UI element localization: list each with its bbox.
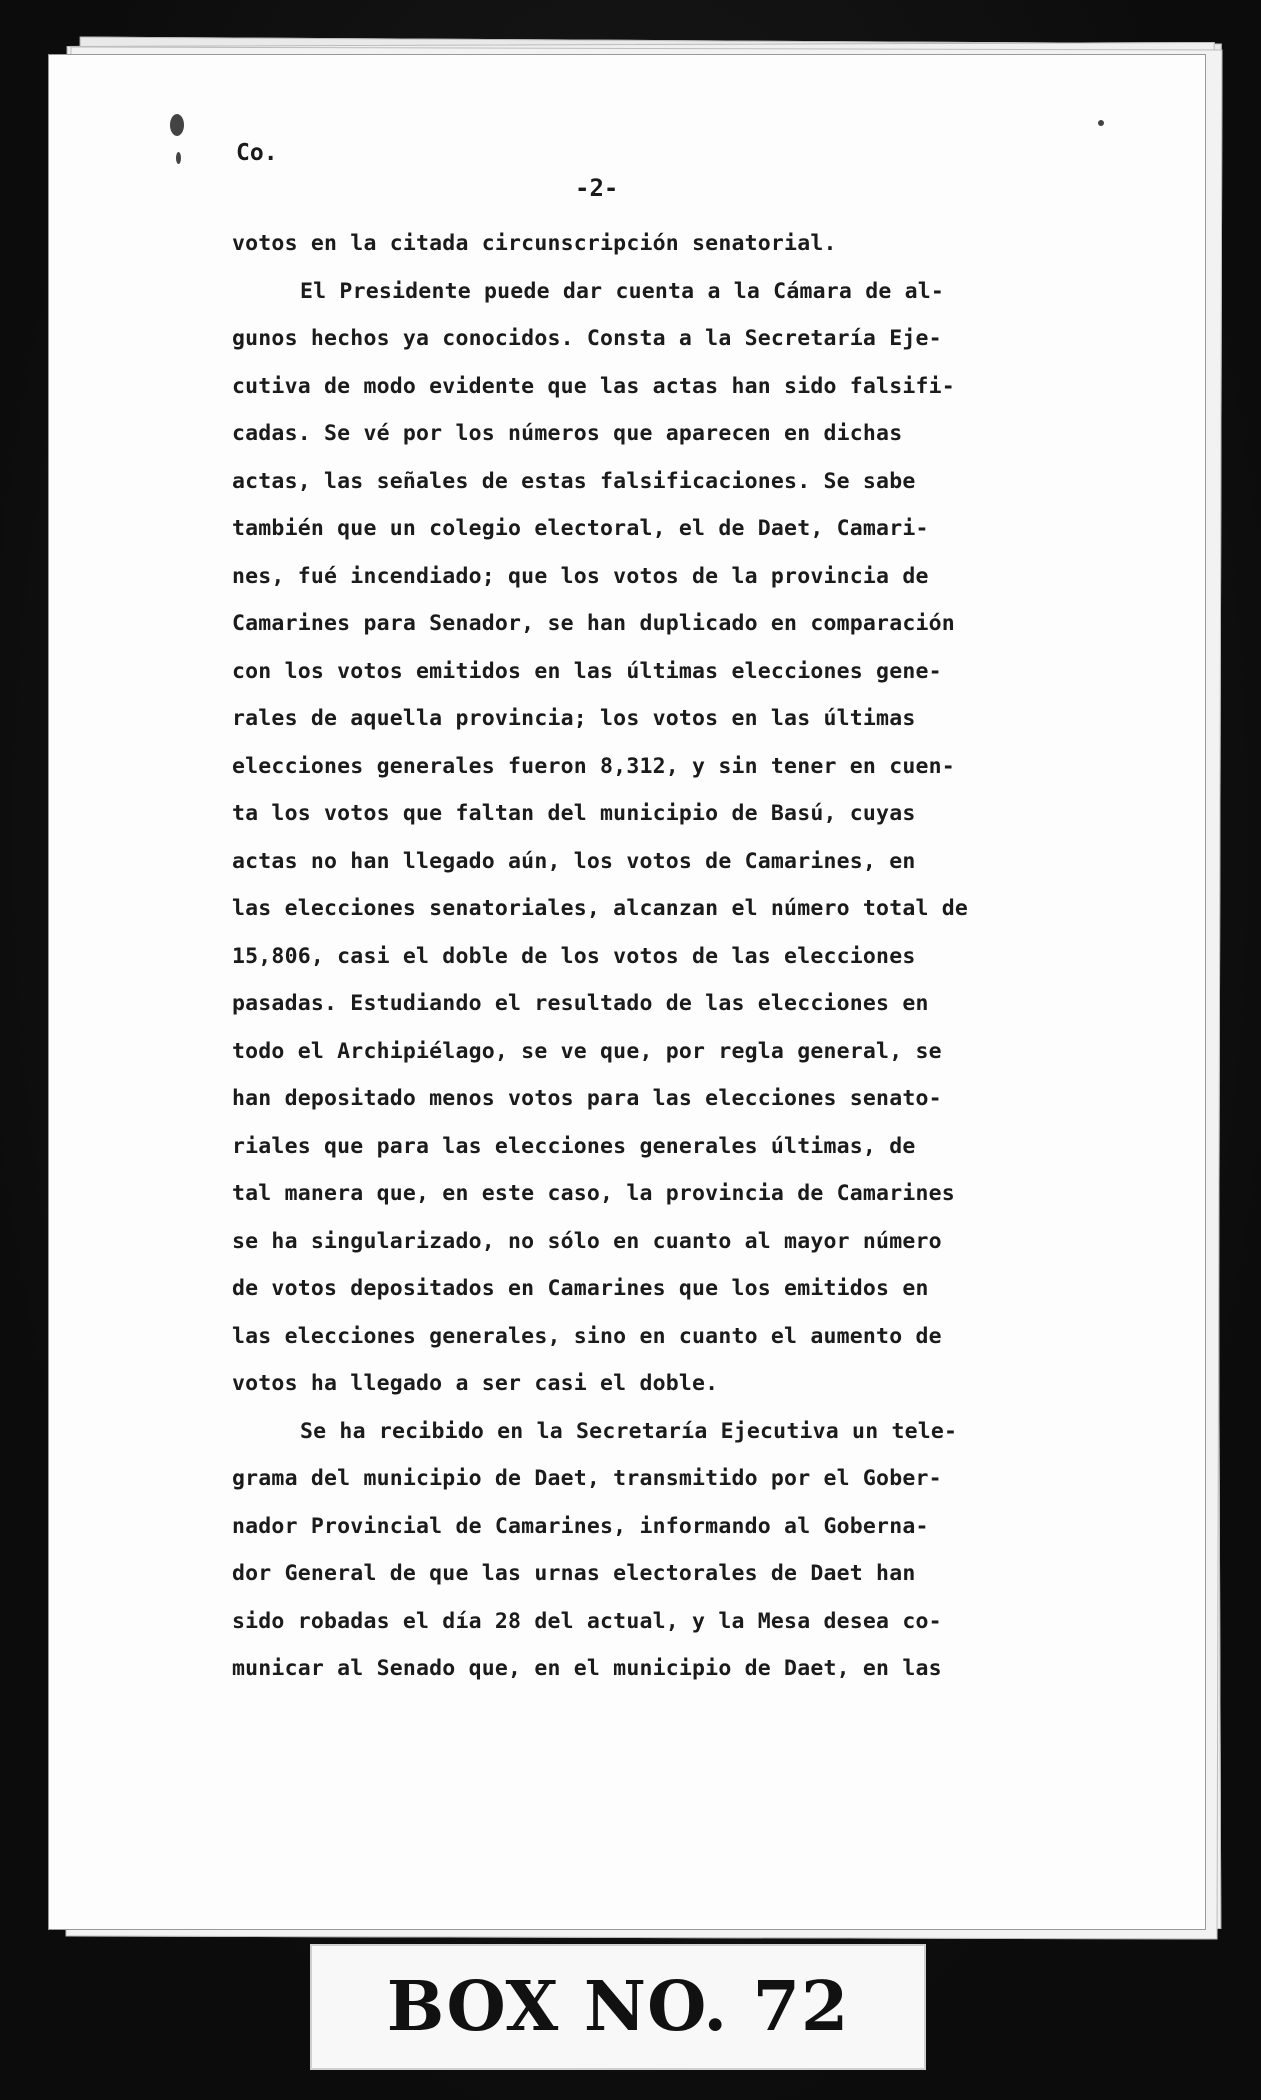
text-line: de votos depositados en Camarines que los emitidos en: [232, 1276, 929, 1301]
page-header-left: Co.: [236, 140, 278, 166]
text-line: riales que para las elecciones generales últimas, de: [232, 1133, 916, 1159]
text-line: votos en la citada circunscripción senatorial.: [232, 231, 837, 256]
text-line: pasadas. Estudiando el resultado de las elecciones en: [232, 991, 929, 1016]
text-line: 15,806, casi el doble de los votos de las elecciones: [232, 943, 916, 969]
text-line: votos ha llegado a ser casi el doble.: [232, 1371, 719, 1396]
text-line: dor General de que las urnas electorales de Daet han: [232, 1561, 916, 1586]
text-line: las elecciones senatoriales, alcanzan el número total de: [232, 896, 969, 921]
text-line: Se ha recibido en la Secretaría Ejecutiva un tele-: [300, 1418, 958, 1444]
text-line: han depositado menos votos para las elecciones senato-: [232, 1086, 942, 1111]
text-line: cadas. Se vé por los números que aparecen en dichas: [232, 421, 903, 446]
text-line: Camarines para Senador, se han duplicado en comparación: [232, 611, 955, 636]
text-line: cutiva de modo evidente que las actas han sido falsifi-: [232, 373, 955, 399]
text-line: sido robadas el día 28 del actual, y la Mesa desea co-: [232, 1608, 942, 1634]
page-number: -2-: [575, 174, 619, 202]
text-line: también que un colegio electoral, el de Daet, Camari-: [232, 516, 929, 541]
text-line: nes, fué incendiado; que los votos de la provincia de: [232, 563, 929, 589]
ink-smudge: [176, 152, 181, 164]
text-line: gunos hechos ya conocidos. Consta a la Secretaría Eje-: [232, 326, 942, 351]
text-line: con los votos emitidos en las últimas elecciones gene-: [232, 658, 942, 684]
text-line: municar al Senado que, en el municipio de Daet, en las: [232, 1656, 942, 1681]
ink-smudge: [170, 114, 184, 136]
text-line: actas no han llegado aún, los votos de Camarines, en: [232, 848, 916, 874]
text-line: ta los votos que faltan del municipio de Basú, cuyas: [232, 801, 916, 826]
text-line: se ha singularizado, no sólo en cuanto al mayor número: [232, 1228, 942, 1254]
box-number-label: BOX NO. 72: [310, 1944, 926, 2070]
text-line: elecciones generales fueron 8,312, y sin tener en cuen-: [232, 753, 955, 779]
ink-smudge: [1098, 120, 1104, 126]
text-line: grama del municipio de Daet, transmitido por el Gober-: [232, 1466, 942, 1491]
document-body: [232, 220, 1132, 1693]
text-line: todo el Archipiélago, se ve que, por regla general, se: [232, 1038, 942, 1064]
text-line: El Presidente puede dar cuenta a la Cámara de al-: [300, 278, 945, 304]
text-line: nador Provincial de Camarines, informando al Goberna-: [232, 1513, 929, 1539]
text-line: las elecciones generales, sino en cuanto el aumento de: [232, 1323, 942, 1349]
text-line: actas, las señales de estas falsificaciones. Se sabe: [232, 468, 916, 494]
text-line: tal manera que, en este caso, la provincia de Camarines: [232, 1181, 955, 1206]
text-line: rales de aquella provincia; los votos en las últimas: [232, 706, 916, 731]
